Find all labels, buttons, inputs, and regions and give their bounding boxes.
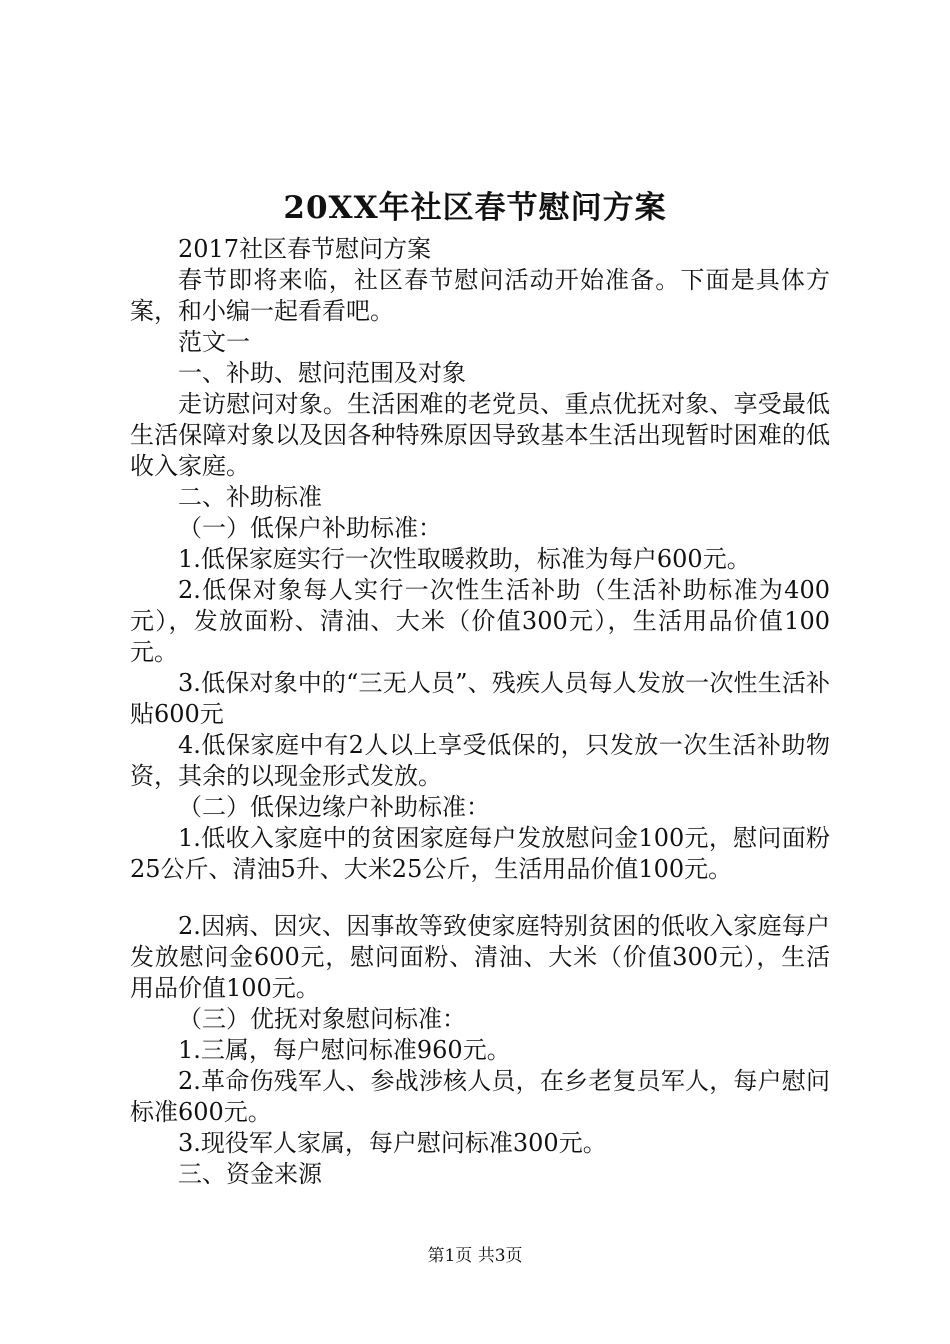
document-title: 20XX年社区春节慰问方案 [283,190,667,226]
list-item: 3.低保对象中的“三无人员”、残疾人员每人发放一次性生活补贴600元 [130,669,830,728]
paragraph: 春节即将来临，社区春节慰问活动开始准备。下面是具体方案，和小编一起看看吧。 [130,266,830,325]
list-item: 2.革命伤残军人、参战涉核人员，在乡老复员军人，每户慰问标准600元。 [130,1067,830,1126]
list-item: 1.三属，每户慰问标准960元。 [178,1036,511,1064]
subsection-heading: （三）优抚对象慰问标准： [178,1005,466,1033]
section-heading: 二、补助标准 [178,483,322,511]
paragraph: 2017社区春节慰问方案 [178,235,432,263]
paragraph: 范文一 [178,328,250,356]
list-item: 4.低保家庭中有2人以上享受低保的，只发放一次生活补助物资，其余的以现金形式发放。 [130,731,830,790]
list-item: 2.因病、因灾、因事故等致使家庭特别贫困的低收入家庭每户发放慰问金600元，慰问面粉、清油、大米（价值300元），生活用品价值100元。 [130,912,830,1002]
list-item: 1.低保家庭实行一次性取暖救助，标准为每户600元。 [178,545,751,573]
subsection-heading: （二）低保边缘户补助标准： [178,793,490,821]
list-item: 3.现役军人家属，每户慰问标准300元。 [178,1129,607,1157]
list-item: 1.低收入家庭中的贫困家庭每户发放慰问金100元，慰问面粉25公斤、清油5升、大米25公斤，生活用品价值100元。 [130,824,830,883]
section-heading: 三、资金来源 [178,1160,322,1188]
section-heading: 一、补助、慰问范围及对象 [178,359,466,387]
document-body [130,234,830,1190]
paragraph: 走访慰问对象。生活困难的老党员、重点优抚对象、享受最低生活保障对象以及因各种特殊原因导致基本生活出现暂时困难的低收入家庭。 [130,390,830,480]
list-item: 2.低保对象每人实行一次性生活补助（生活补助标准为400元），发放面粉、清油、大米（价值300元），生活用品价值100元。 [130,576,830,666]
page-footer: 第1页 共3页 [427,1246,523,1266]
paragraph-gap [130,885,830,911]
subsection-heading: （一）低保户补助标准： [178,514,442,542]
